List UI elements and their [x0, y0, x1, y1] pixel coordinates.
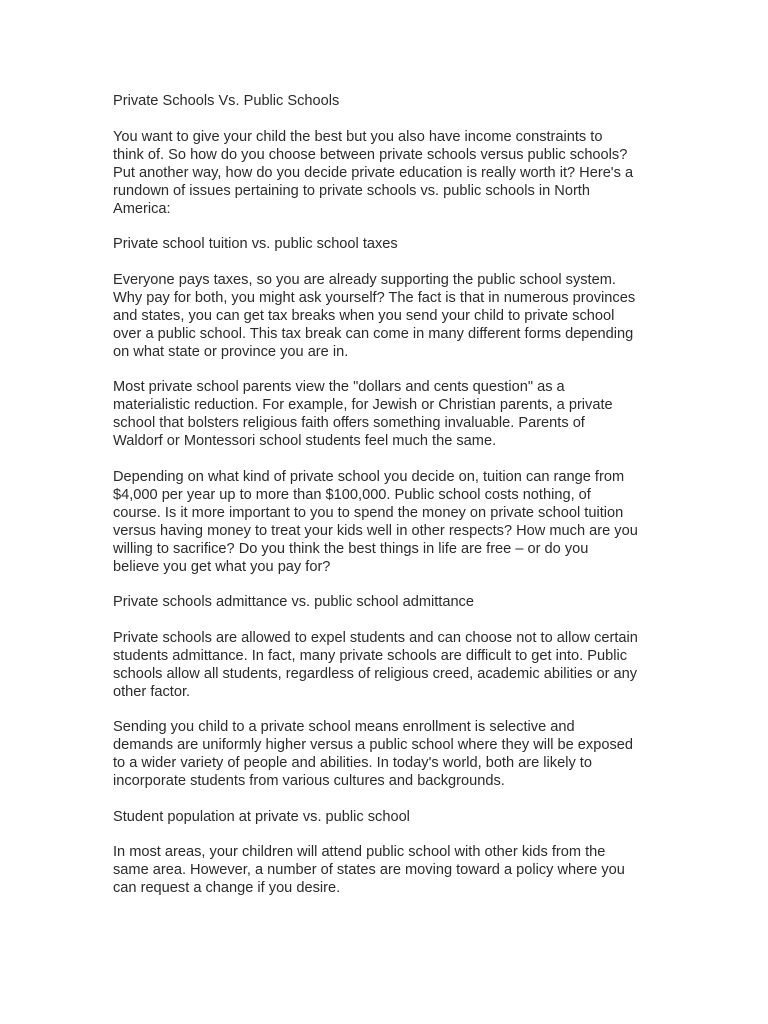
- document-title: Private Schools Vs. Public Schools: [113, 93, 340, 109]
- paragraph-enrollment: Sending you child to a private school means enrollment is selective and demands are uniformly higher versus a public school where they will be exposed to a wider variety of people and abilities. In today's world, both are likely to incorporate students from various cultures and backgrounds.: [113, 719, 633, 789]
- paragraph-taxes: Everyone pays taxes, so you are already supporting the public school system. Why pay for both, you might ask yourself? The fact is that in numerous provinces and states, you can get tax breaks when you send your child to private school over a public school. This tax break can come in many different forms depending on what state or province you are in.: [113, 271, 636, 360]
- paragraph-expel: Private schools are allowed to expel students and can choose not to allow certain students admittance. In fact, many private schools are difficult to get into. Public schools allow all students, regardless of religious creed, academic abilities or any other factor.: [113, 629, 638, 700]
- section-heading-population: Student population at private vs. public school: [113, 808, 410, 825]
- section-heading-tuition: Private school tuition vs. public school taxes: [113, 236, 398, 252]
- section-heading-admittance: Private schools admittance vs. public school admittance: [113, 594, 474, 610]
- paragraph-dollars-cents: Most private school parents view the "dollars and cents question" as a materialistic reduction. For example, for Jewish or Christian parents, a private school that bolsters religious faith offers something invaluable. Parents of Waldorf or Montessori school students feel much the same.: [113, 379, 613, 449]
- intro-paragraph: You want to give your child the best but you also have income constraints to think of. So how do you choose between private schools versus public schools? Put another way, how do you decide private education is really worth it? Here's a rundown of issues pertaining to private schools vs. public schools in North America:: [113, 128, 634, 217]
- paragraph-tuition-range: Depending on what kind of private school you decide on, tuition can range from $4,000 per year up to more than $100,000. Public school costs nothing, of course. Is it more important to you to spend the money on private school tuition versus having money to treat your kids well in other respects? How much are you willing to sacrifice? Do you think the best things in life are free – or do you believe you get what you pay for?: [113, 468, 638, 575]
- paragraph-population: In most areas, your children will attend public school with other kids from the same area. However, a number of states are moving toward a policy where you can request a change if you desire.: [113, 844, 625, 896]
- document-page: [113, 92, 658, 915]
